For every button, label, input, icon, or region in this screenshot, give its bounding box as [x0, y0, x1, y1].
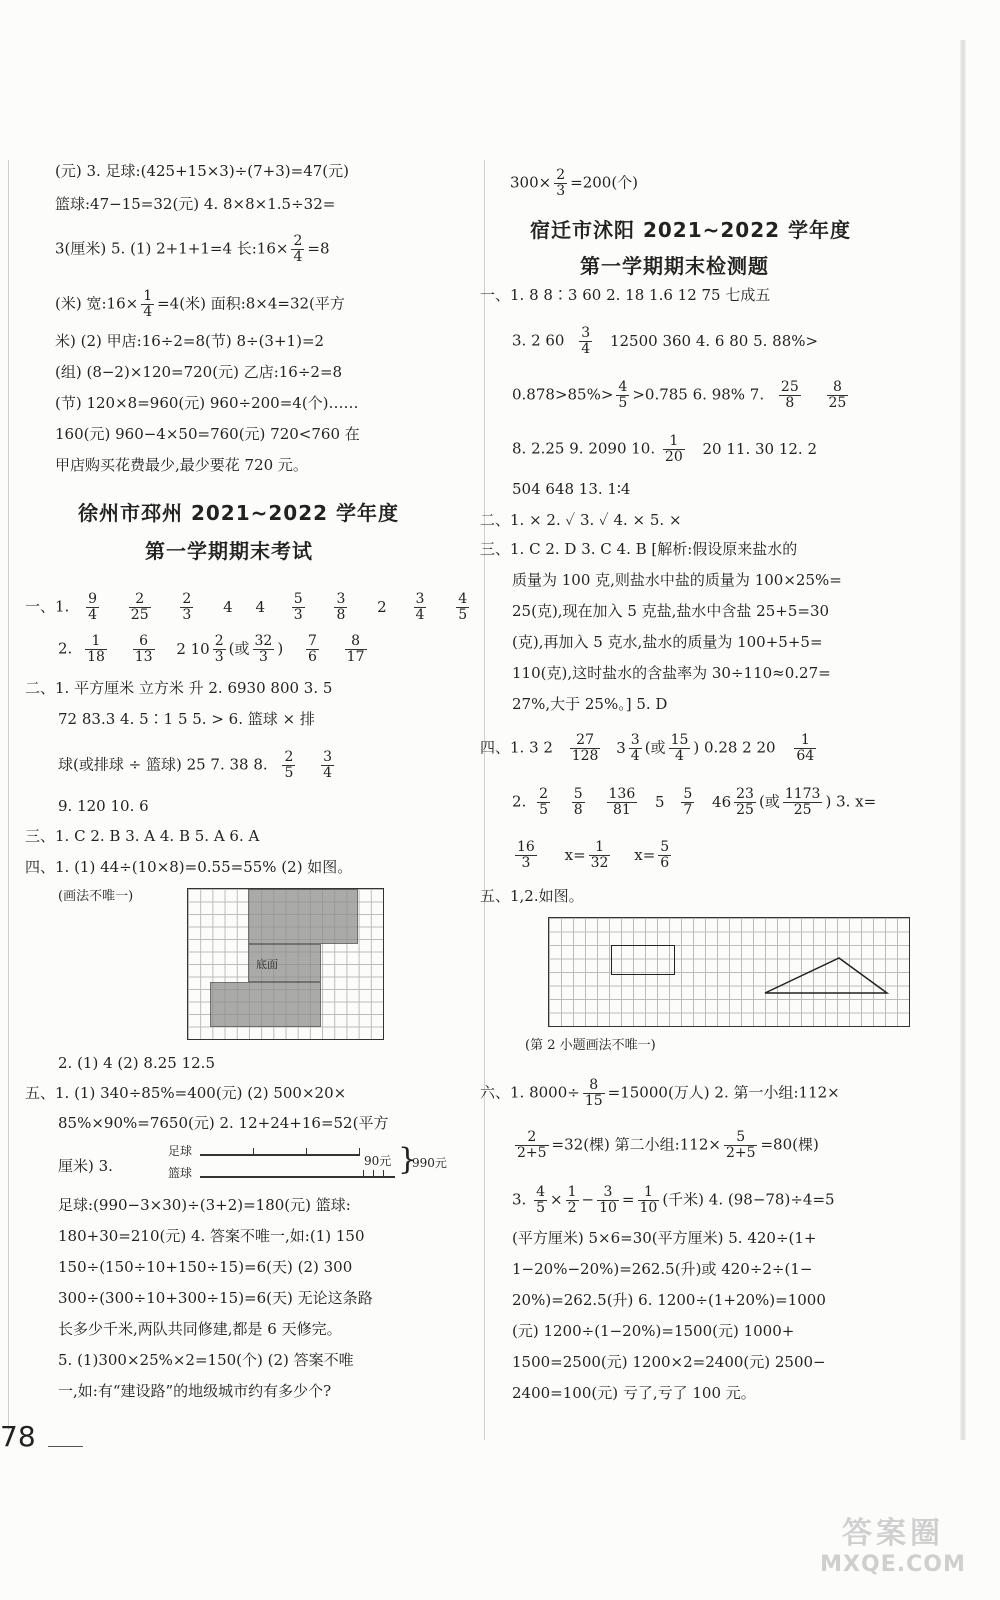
- fraction: $\frac{1173}{25}$: [784, 786, 821, 818]
- left-margin-rule: [8, 160, 9, 1430]
- column-divider: [484, 160, 485, 1440]
- fraction: $\frac{4}{5}$: [458, 591, 468, 623]
- answer-line: 20%)=262.5(升) 6. 1200÷(1+20%)=1000: [512, 1291, 826, 1309]
- fraction: $\frac{27}{128}$: [571, 732, 599, 764]
- fraction: $\frac{2}{5}$: [539, 786, 549, 818]
- answer-line: [512, 840, 674, 871]
- section-subtitle: 第一学期期末考试: [145, 539, 313, 563]
- fraction: $\frac{3}{4}$: [630, 732, 640, 764]
- answer-line: 一,如:有“建设路”的地级城市约有多少个?: [58, 1382, 332, 1400]
- fraction: $\frac{8}{17}$: [346, 633, 365, 665]
- page-edge-shadow: [960, 40, 966, 1440]
- fraction: $\frac{2}{3}$: [214, 633, 224, 665]
- answer-line: (元) 1200÷(1−20%)=1500(元) 1000+: [512, 1322, 795, 1340]
- fraction: $\frac{1}{10}$: [639, 1184, 658, 1216]
- page-number: 78: [0, 1420, 36, 1453]
- text-seg: =: [621, 1190, 635, 1209]
- fraction: $\frac{1}{18}$: [87, 633, 105, 665]
- fraction: $\frac{25}{8}$: [780, 379, 799, 411]
- text-seg: ) 3. x=: [825, 792, 877, 811]
- answer-line: 2. (1) 4 (2) 8.25 12.5: [58, 1054, 215, 1072]
- segment-label-basketball: 篮球: [168, 1166, 193, 1180]
- answer-line: 五、1. (1) 340÷85%=400(元) (2) 500×20×: [25, 1084, 347, 1102]
- answer-line: 长多少千米,两队共同修建,都是 6 天修完。: [58, 1320, 342, 1338]
- text-seg: =8: [307, 239, 330, 258]
- net-base-label: 底面: [256, 958, 278, 971]
- text-seg: 六、1. 8000÷: [480, 1083, 580, 1102]
- segment-tick: [306, 1148, 307, 1156]
- fraction: $\frac{6}{13}$: [134, 633, 153, 665]
- watermark-text: 答案圈: [842, 1516, 944, 1551]
- text-seg: x=: [634, 845, 656, 864]
- fraction: $\frac{1}{2}$: [567, 1184, 577, 1216]
- answer-line: [25, 592, 472, 623]
- text-line: [55, 289, 345, 320]
- answer-line: 1−20%−20%)=262.5(升)或 420÷2÷(1−: [512, 1260, 813, 1278]
- fraction: $\frac{2}{25}$: [130, 591, 149, 623]
- fraction: $\frac{3}{4}$: [581, 325, 591, 357]
- answer-line: [512, 380, 851, 411]
- answer-line: 足球:(990−3×30)÷(3+2)=180(元) 篮球:: [58, 1196, 351, 1214]
- text-line: [510, 168, 638, 199]
- segment-diagram: [168, 1142, 458, 1187]
- fraction: $\frac{5}{7}$: [683, 786, 693, 818]
- text-seg: 2 10: [176, 639, 210, 658]
- text-seg: (或: [758, 792, 780, 811]
- text-seg: =80(棵): [760, 1135, 819, 1154]
- watermark-url: MXQE.COM: [820, 1552, 966, 1577]
- answer-line: 27%,大于 25%。] 5. D: [512, 695, 668, 713]
- grid-figure-shapes: [548, 917, 910, 1027]
- text-line: (节) 120×8=960(元) 960÷200=4(个)……: [55, 394, 359, 412]
- fraction: $\frac{5}{3}$: [293, 591, 303, 623]
- answer-line: [58, 634, 370, 665]
- text-seg: 2: [377, 597, 387, 616]
- fraction: $\frac{8}{25}$: [828, 379, 847, 411]
- fraction: $\frac{8}{15}$: [584, 1077, 603, 1109]
- segment-tick: [373, 1170, 374, 1178]
- text-seg: =15000(万人) 2. 第一小组:112×: [607, 1083, 840, 1102]
- answer-line: 25(克),现在加入 5 克盐,盐水中含盐 25+5=30: [512, 602, 830, 620]
- triangle-shape: [549, 918, 909, 1026]
- text-seg: 4: [255, 597, 265, 616]
- text-seg: 3: [616, 738, 626, 757]
- text-seg: 4: [223, 597, 233, 616]
- text-seg: 0.878>85%>: [512, 385, 614, 404]
- segment-label-990: 990元: [412, 1156, 447, 1170]
- segment-tick: [253, 1148, 254, 1156]
- section-subtitle: 第一学期期末检测题: [580, 254, 769, 278]
- fraction: $\frac{16}{3}$: [517, 839, 535, 871]
- text-seg: 20 11. 30 12. 2: [702, 439, 818, 458]
- text-line: [55, 234, 330, 265]
- text-line: (元) 3. 足球:(425+15×3)÷(7+3)=47(元): [55, 162, 349, 180]
- answer-line: 二、1. × 2. ✓ 3. ✓ 4. × 5. ×: [480, 511, 682, 529]
- answer-line: 72 83.3 4. 5∶1 5 5. > 6. 篮球 × 排: [58, 710, 315, 728]
- answer-line: [512, 1185, 835, 1216]
- text-seg: =200(个): [570, 173, 639, 192]
- football-segment: [200, 1142, 360, 1156]
- answer-line: 300÷(300÷10+300÷15)=6(天) 无论这条路: [58, 1289, 373, 1307]
- text-seg: (或: [228, 639, 250, 658]
- text-seg: −: [581, 1190, 595, 1209]
- text-seg: =4(米) 面积:8×4=32(平方: [157, 294, 345, 313]
- grid-figure-net: [187, 888, 384, 1040]
- answer-line: 5. (1)300×25%×2=150(个) (2) 答案不唯: [58, 1351, 354, 1369]
- fraction: $\frac{2}{3}$: [556, 167, 566, 199]
- fraction: $\frac{3}{4}$: [323, 749, 333, 781]
- fraction: $\frac{2}{3}$: [182, 591, 192, 623]
- answer-line: [480, 733, 819, 764]
- watermark-logo: [808, 1508, 978, 1593]
- figure-note: (第 2 小题画法不唯一): [525, 1038, 656, 1053]
- text-seg: ): [277, 639, 284, 658]
- segment-label-90: 90元: [364, 1154, 392, 1168]
- fraction: $\frac{7}{6}$: [307, 633, 317, 665]
- answer-line: 85%×90%=7650(元) 2. 12+24+16=52(平方: [58, 1114, 389, 1132]
- text-seg: ) 0.28 2 20: [693, 738, 776, 757]
- answer-line: 四、1. (1) 44÷(10×8)=0.55=55% (2) 如图。: [25, 858, 353, 876]
- net-face: [248, 889, 358, 944]
- answer-line: [480, 1078, 840, 1109]
- fraction: $\frac{1}{4}$: [143, 288, 153, 320]
- fraction: $\frac{32}{3}$: [254, 633, 273, 665]
- fraction: $\frac{3}{10}$: [599, 1184, 617, 1216]
- text-seg: ×: [550, 1190, 563, 1209]
- net-face: [210, 982, 321, 1027]
- answer-line: (克),再加入 5 克水,盐水的质量为 100+5+5=: [512, 633, 823, 651]
- answer-line: [512, 326, 818, 357]
- answer-line: 厘米) 3.: [58, 1157, 113, 1175]
- answer-line: 五、1,2.如图。: [480, 887, 584, 905]
- answer-line: 504 648 13. 1∶4: [512, 480, 631, 498]
- text-seg: 2.: [58, 639, 73, 658]
- answer-line: 1500=2500(元) 1200×2=2400(元) 2500−: [512, 1353, 826, 1371]
- page-number-rule: [48, 1446, 83, 1447]
- brace: }: [398, 1142, 418, 1177]
- text-line: 篮球:47−15=32(元) 4. 8×8×1.5÷32=: [55, 195, 336, 213]
- text-seg: 12500 360 4. 6 80 5. 88%>: [609, 331, 819, 350]
- text-seg: (米) 宽:16×: [55, 294, 139, 313]
- fraction: $\frac{1}{32}$: [590, 839, 609, 871]
- answer-line: [512, 434, 817, 465]
- text-seg: 300×: [510, 173, 552, 192]
- text-seg: 8. 2.25 9. 2090 10.: [512, 439, 656, 458]
- section-title: 宿迁市沭阳 2021~2022 学年度: [530, 218, 852, 242]
- fraction: $\frac{5}{6}$: [660, 839, 670, 871]
- text-seg: 3(厘米) 5. (1) 2+1+1=4 长:16×: [55, 239, 289, 258]
- answer-line: 三、1. C 2. B 3. A 4. B 5. A 6. A: [25, 827, 260, 845]
- segment-tick: [363, 1170, 364, 1178]
- fraction: $\frac{136}{81}$: [608, 786, 636, 818]
- figure-note: (画法不唯一): [58, 889, 134, 904]
- fraction: $\frac{4}{5}$: [536, 1184, 546, 1216]
- fraction: $\frac{4}{5}$: [618, 379, 628, 411]
- fraction: $\frac{1}{64}$: [796, 732, 815, 764]
- fraction: $\frac{3}{8}$: [336, 591, 346, 623]
- section-title: 徐州市邳州 2021~2022 学年度: [78, 501, 400, 525]
- text-seg: 3. 2 60: [512, 331, 565, 350]
- answer-line: [58, 750, 337, 781]
- fraction: $\frac{2}{5}$: [284, 749, 294, 781]
- text-seg: >0.785 6. 98% 7.: [632, 385, 765, 404]
- segment-label-football: 足球: [168, 1144, 193, 1158]
- answer-line: [512, 787, 876, 818]
- fraction: $\frac{5}{8}$: [573, 786, 583, 818]
- answer-line: 2400=100(元) 亏了,亏了 100 元。: [512, 1384, 756, 1402]
- text-seg: 5: [655, 792, 665, 811]
- answer-line: 180+30=210(元) 4. 答案不唯一,如:(1) 150: [58, 1227, 365, 1245]
- text-seg: 46: [712, 792, 732, 811]
- segment-tick: [359, 1148, 360, 1156]
- text-line: (组) (8−2)×120=720(元) 乙店:16÷2=8: [55, 363, 343, 381]
- text-seg: =32(棵) 第二小组:112×: [551, 1135, 721, 1154]
- text-seg: x=: [564, 845, 586, 864]
- fraction: $\frac{2}{4}$: [293, 233, 303, 265]
- triangle-outline: [765, 958, 887, 993]
- text-seg: (或: [644, 738, 666, 757]
- text-seg: 一、1.: [25, 597, 70, 616]
- answer-line: [512, 1130, 819, 1161]
- text-seg: 3.: [512, 1190, 527, 1209]
- fraction: $\frac{2}{2+5}$: [517, 1129, 547, 1161]
- fraction: $\frac{5}{2+5}$: [725, 1129, 756, 1161]
- segment-tick: [383, 1170, 384, 1178]
- text-line: 160(元) 960−4×50=760(元) 720<760 在: [55, 425, 360, 443]
- answer-line: (平方厘米) 5×6=30(平方厘米) 5. 420÷(1+: [512, 1229, 817, 1247]
- fraction: $\frac{3}{4}$: [415, 591, 425, 623]
- text-line: 甲店购买花费最少,最少要花 720 元。: [55, 456, 308, 474]
- answer-line: 150÷(150÷10+150÷15)=6(天) (2) 300: [58, 1258, 353, 1276]
- text-seg: 2.: [512, 792, 527, 811]
- fraction: $\frac{1}{20}$: [664, 433, 683, 465]
- answer-line: 二、1. 平方厘米 立方米 升 2. 6930 800 3. 5: [25, 679, 333, 697]
- answer-line: 三、1. C 2. D 3. C 4. B [解析:假设原来盐水的: [480, 540, 798, 558]
- text-seg: 球(或排球 ÷ 篮球) 25 7. 38 8.: [58, 755, 268, 774]
- text-seg: 四、1. 3 2: [480, 738, 553, 757]
- answer-line: 110(克),这时盐水的含盐率为 30÷110≈0.27=: [512, 664, 831, 682]
- answer-line: 一、1. 8 8∶3 60 2. 18 1.6 12 75 七成五: [480, 286, 771, 304]
- fraction: $\frac{23}{25}$: [736, 786, 754, 818]
- answer-line: 9. 120 10. 6: [58, 797, 149, 815]
- text-seg: (千米) 4. (98−78)÷4=5: [662, 1190, 835, 1209]
- answer-line: 质量为 100 克,则盐水中盐的质量为 100×25%=: [512, 571, 842, 589]
- text-line: 米) (2) 甲店:16÷2=8(节) 8÷(3+1)=2: [55, 332, 325, 350]
- fraction: $\frac{9}{4}$: [88, 591, 98, 623]
- fraction: $\frac{15}{4}$: [670, 732, 689, 764]
